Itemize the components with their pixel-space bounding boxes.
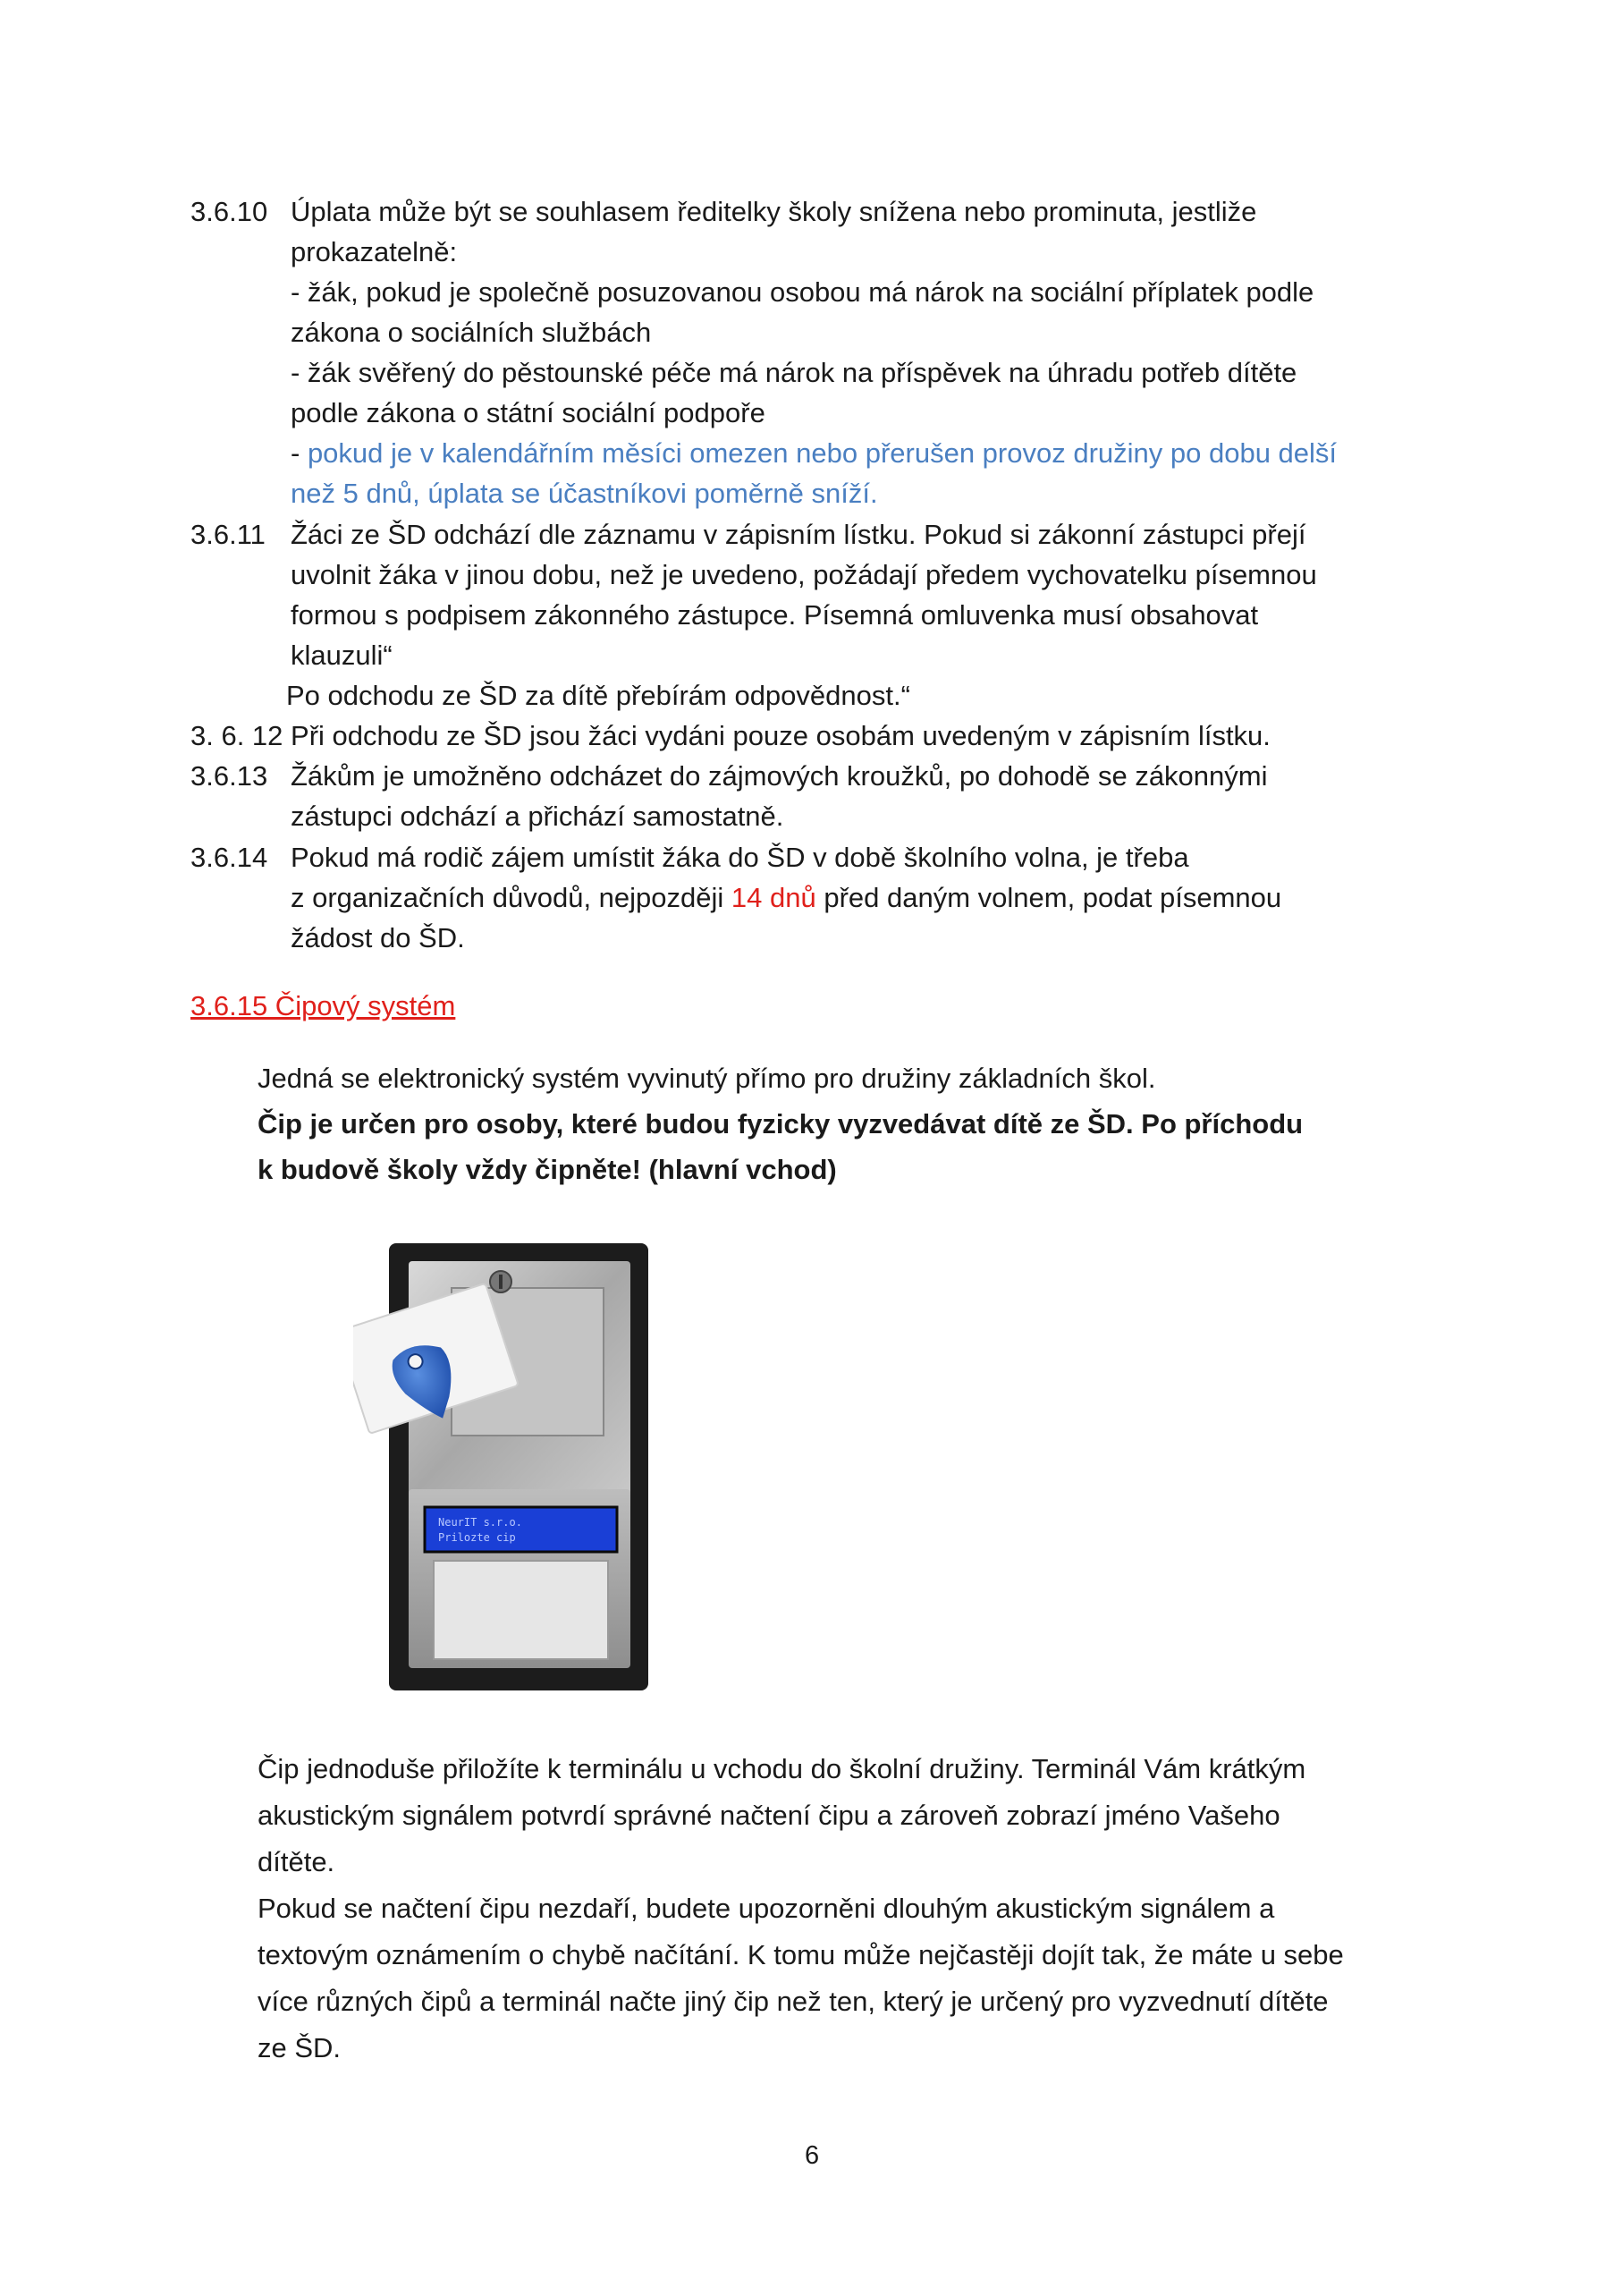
text-line: 3. 6. 12 Při odchodu ze ŠD jsou žáci vydáni pouze osobám uvedeným v zápisním lístku. xyxy=(190,720,1271,751)
text-line: zástupci odchází a přichází samostatně. xyxy=(291,801,784,832)
text-line: - žák, pokud je společně posuzovanou osobou má nárok na sociální příplatek podle xyxy=(291,276,1314,308)
text-line: textovým oznámením o chybě načítání. K tomu může nejčastěji dojít tak, že máte u sebe xyxy=(258,1939,1344,1970)
text-line: akustickým signálem potvrdí správné načtení čipu a zároveň zobrazí jméno Vašeho xyxy=(258,1800,1280,1831)
text-line: žádost do ŠD. xyxy=(291,922,465,953)
text-line: klauzuli“ xyxy=(291,640,393,671)
text-line: více různých čipů a terminál načte jiný čip než ten, který je určený pro vyzvednutí dítěte xyxy=(258,1986,1329,2017)
text-line: - žák svěřený do pěstounské péče má nárok na příspěvek na úhradu potřeb dítěte xyxy=(291,357,1297,388)
text-line: prokazatelně: xyxy=(291,236,458,267)
text-line: uvolnit žáka v jinou dobu, než je uvedeno, požádají předem vychovatelku písemnou xyxy=(291,559,1317,590)
text-line: zákona o sociálních službách xyxy=(291,317,652,348)
section-number: 3.6.13 xyxy=(190,760,268,792)
text-line: Pokud má rodič zájem umístit žáka do ŠD v době školního volna, je třeba xyxy=(291,842,1189,873)
text-line: podle zákona o státní sociální podpoře xyxy=(291,397,765,428)
text-line xyxy=(291,434,1337,473)
dash: - xyxy=(291,437,308,469)
page-number: 6 xyxy=(805,2141,820,2170)
lcd-line-2: Prilozte cip xyxy=(438,1531,516,1544)
text-fragment: z organizačních důvodů, nejpozději xyxy=(291,882,731,913)
bold-text-line: Čip je určen pro osoby, které budou fyzicky vyzvedávat dítě ze ŠD. Po příchodu xyxy=(258,1108,1304,1140)
deadline-text: 14 dnů xyxy=(731,882,816,913)
lcd-line-1: NeurIT s.r.o. xyxy=(438,1516,522,1529)
section-number: 3.6.11 xyxy=(190,519,266,550)
text-line: ze ŠD. xyxy=(258,2032,342,2063)
bold-text-line: k budově školy vždy čipněte! (hlavní vchod) xyxy=(258,1154,837,1185)
highlighted-text: pokud je v kalendářním měsíci omezen nebo přerušen provoz družiny po dobu delší xyxy=(307,437,1338,469)
text-line: Čip jednoduše přiložíte k terminálu u vchodu do školní družiny. Terminál Vám krátkým xyxy=(258,1753,1306,1784)
text-line: dítěte. xyxy=(258,1846,335,1877)
text-line: Pokud se načtení čipu nezdaří, budete upozorněni dlouhým akustickým signálem a xyxy=(258,1893,1275,1924)
chip-terminal-image xyxy=(353,1239,657,1699)
section-number: 3.6.14 xyxy=(190,842,268,873)
text-line xyxy=(291,878,1281,918)
section-heading: 3.6.15 Čipový systém xyxy=(190,990,456,1021)
text-line: formou s podpisem zákonného zástupce. Písemná omluvenka musí obsahovat xyxy=(291,599,1259,631)
text-fragment: před daným volnem, podat písemnou xyxy=(815,882,1282,913)
highlighted-text: než 5 dnů, úplata se účastníkovi poměrně sníží. xyxy=(291,478,878,509)
text-line: Jedná se elektronický systém vyvinutý přímo pro družiny základních škol. xyxy=(258,1063,1156,1094)
text-line: Po odchodu ze ŠD za dítě přebírám odpovědnost.“ xyxy=(286,680,910,711)
section-number: 3.6.10 xyxy=(190,196,268,227)
text-line: Úplata může být se souhlasem ředitelky školy snížena nebo prominuta, jestliže xyxy=(291,196,1257,227)
text-line: Žákům je umožněno odcházet do zájmových kroužků, po dohodě se zákonnými xyxy=(291,760,1268,792)
text-line: Žáci ze ŠD odchází dle záznamu v zápisním lístku. Pokud si zákonní zástupci přejí xyxy=(291,519,1306,550)
